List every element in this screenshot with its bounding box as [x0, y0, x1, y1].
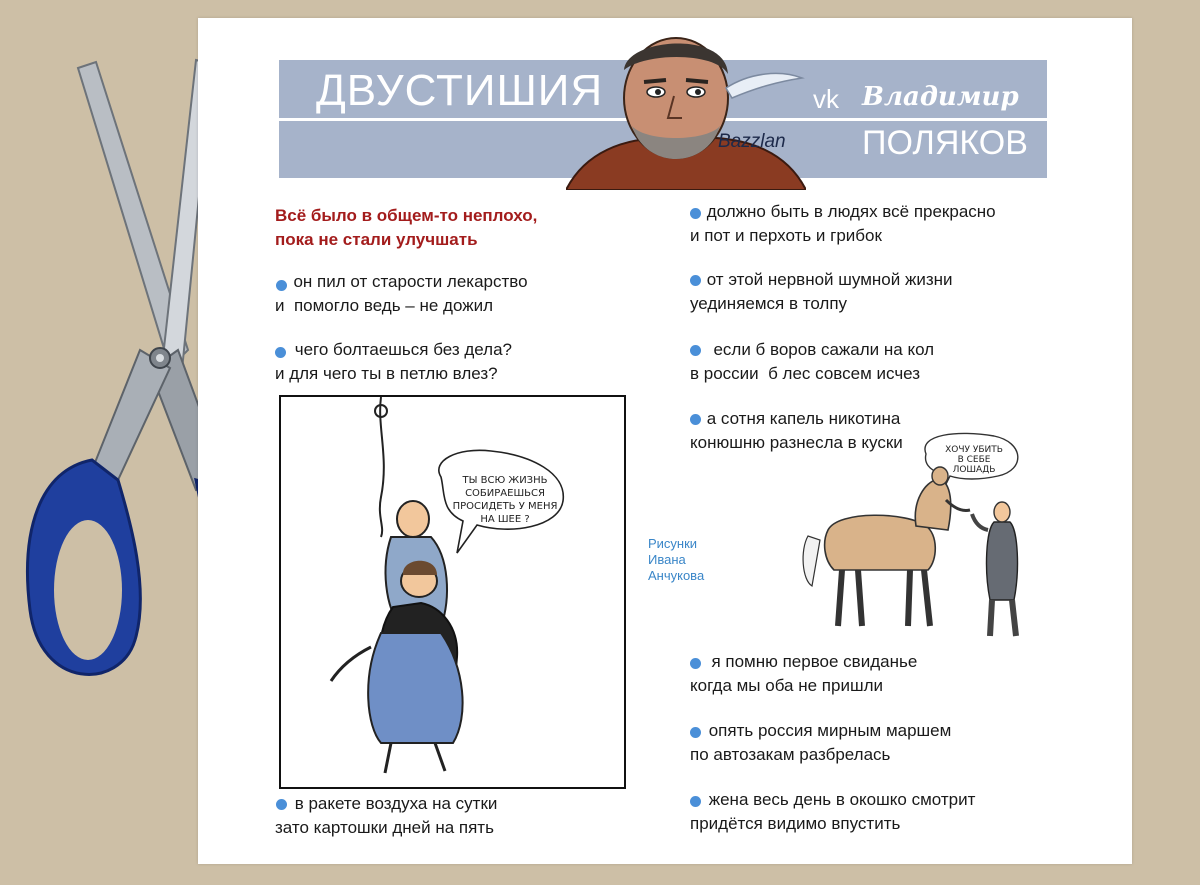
left-verse-2b — [275, 362, 498, 386]
bubble-line: ТЫ ВСЮ ЖИЗНЬ — [462, 475, 548, 486]
author-first-name: Владимир — [862, 82, 1019, 112]
bubble-line: ХОЧУ УБИТЬ — [945, 445, 1003, 455]
bullet-dot — [690, 345, 701, 356]
right-verse-7b — [690, 812, 900, 836]
verse-line-1: от этой нервной шумной жизни — [702, 270, 953, 289]
author-portrait — [566, 30, 806, 190]
author-last-name: ПОЛЯКОВ — [862, 124, 1028, 162]
poem-heading — [275, 204, 537, 252]
verse-line-1: я помню первое свиданье — [702, 652, 918, 671]
hanging-cartoon-drawing — [281, 397, 624, 787]
right-verse-3 — [704, 338, 934, 362]
bullet-dot — [690, 658, 701, 669]
right-verse-5 — [702, 650, 917, 674]
right-verse-6b — [690, 743, 890, 767]
credit-line-2: Ивана — [648, 552, 686, 567]
right-verse-5b — [690, 674, 883, 698]
banner-vk-label: vk — [813, 84, 839, 114]
verse-line-1: если б воров сажали на кол — [704, 340, 935, 359]
bubble-line: В СЕБЕ — [957, 455, 991, 465]
verse-line-2: конюшню разнесла в куски — [690, 433, 903, 452]
right-verse-6 — [704, 719, 951, 743]
bullet-dot — [690, 275, 701, 286]
verse-line-2: придётся видимо впустить — [690, 814, 901, 833]
artist-signature: Bazzlan — [718, 131, 786, 152]
bubble-line: НА ШЕЕ ? — [480, 514, 530, 525]
right-verse-2b — [690, 292, 847, 316]
banner-title: ДВУСТИШИЯ — [316, 66, 604, 115]
left-verse-2 — [290, 338, 512, 362]
right-verse-3b — [690, 362, 920, 386]
right-verse-7 — [704, 788, 975, 812]
right-verse-1b — [690, 224, 882, 248]
bullet-dot — [690, 414, 701, 425]
bullet-dot — [276, 799, 287, 810]
verse-line-1: а сотня капель никотина — [702, 409, 901, 428]
verse-line-2: когда мы оба не пришли — [690, 676, 884, 695]
right-verse-4 — [702, 407, 900, 431]
bullet-dot — [690, 208, 701, 219]
heading-line-1: Всё было в общем-то неплохо, — [275, 206, 538, 225]
verse-line-2: и для чего ты в петлю влез? — [275, 364, 498, 383]
left-verse-3 — [290, 792, 497, 816]
verse-line-1: опять россия мирным маршем — [704, 721, 952, 740]
centaur-cartoon — [798, 430, 1060, 645]
credit-line-1: Рисунки — [648, 536, 698, 551]
verse-line-2: в россии б лес совсем исчез — [690, 364, 921, 383]
verse-line-2: уединяемся в толпу — [690, 294, 848, 313]
bubble-line: ЛОШАДЬ — [952, 465, 996, 475]
bullet-dot — [690, 727, 701, 738]
verse-line-2: и помогло ведь – не дожил — [275, 296, 493, 315]
verse-line-2: зато картошки дней на пять — [275, 818, 494, 837]
verse-line-2: по автозакам разбрелась — [690, 745, 891, 764]
heading-line-2: пока не стали улучшать — [275, 230, 478, 249]
illustration-credit — [648, 536, 704, 584]
verse-line-2: и пот и перхоть и грибок — [690, 226, 882, 245]
verse-line-1: в ракете воздуха на сутки — [290, 794, 498, 813]
bubble-line: ПРОСИДЕТЬ У МЕНЯ — [452, 501, 558, 512]
verse-line-1: чего болтаешься без дела? — [290, 340, 512, 359]
verse-line-1: жена весь день в окошко смотрит — [704, 790, 976, 809]
bubble-line: СОБИРАЕШЬСЯ — [465, 488, 545, 499]
hanging-cartoon — [279, 395, 626, 789]
left-verse-1b — [275, 294, 493, 318]
left-verse-1 — [284, 270, 528, 294]
right-verse-2 — [702, 268, 953, 292]
left-verse-3b — [275, 816, 494, 840]
verse-line-1: должно быть в людях всё прекрасно — [702, 202, 996, 221]
right-verse-1 — [702, 200, 996, 224]
verse-line-1: он пил от старости лекарство — [284, 272, 528, 291]
bullet-dot — [690, 796, 701, 807]
credit-line-3: Анчукова — [648, 568, 705, 583]
bullet-dot — [275, 347, 286, 358]
